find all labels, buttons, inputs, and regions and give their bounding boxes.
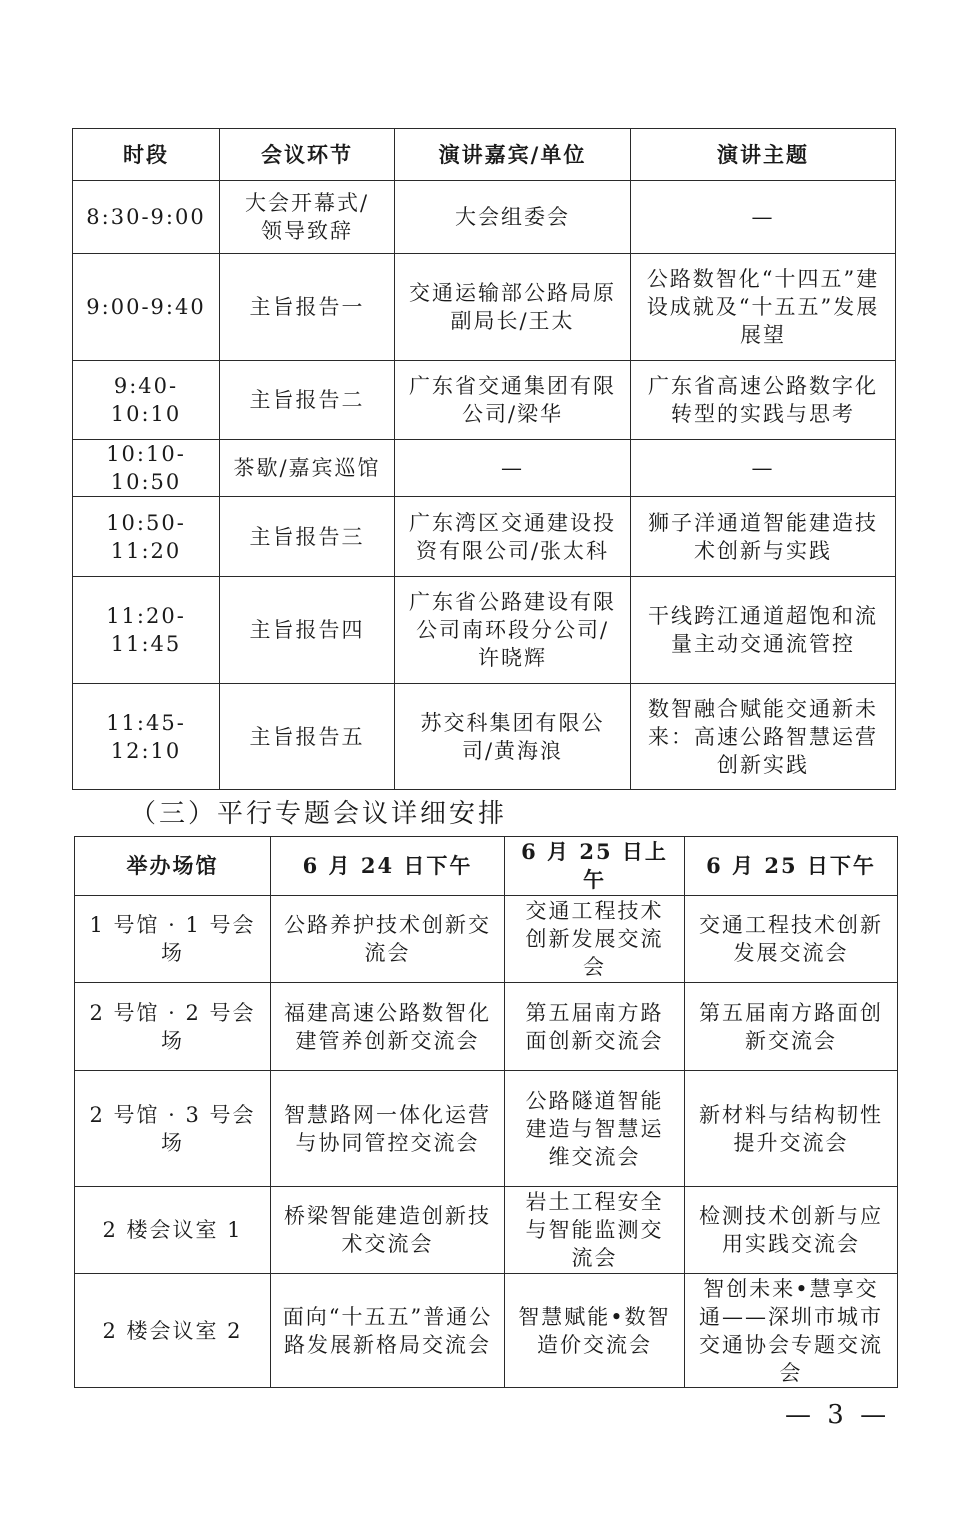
topic-cell: — [631,181,896,254]
table-row [75,983,898,1071]
session-cell: 面向“十五五”普通公路发展新格局交流会 [271,1274,505,1388]
main-schedule-table [72,128,896,790]
session-cell: 茶歇/嘉宾巡馆 [220,440,395,497]
header-day2-afternoon: 6 月 25 日下午 [685,837,898,896]
header-speaker: 演讲嘉宾/单位 [395,129,631,181]
speaker-cell: 广东省交通集团有限公司/梁华 [395,361,631,440]
session-cell: 新材料与结构韧性提升交流会 [685,1071,898,1187]
session-cell: 智慧路网一体化运营与协同管控交流会 [271,1071,505,1187]
time-cell: 10:50-11:20 [73,497,220,577]
time-cell: 11:45-12:10 [73,684,220,790]
speaker-cell: 大会组委会 [395,181,631,254]
page-number: — 3 — [785,1400,891,1430]
table-row [73,440,896,497]
session-cell: 公路养护技术创新交流会 [271,896,505,983]
session-cell: 福建高速公路数智化建管养创新交流会 [271,983,505,1071]
header-time: 时段 [73,129,220,181]
session-cell: 主旨报告四 [220,577,395,684]
venue-cell: 2 号馆 · 2 号会场 [75,983,271,1071]
time-cell: 10:10-10:50 [73,440,220,497]
table-row [75,1071,898,1187]
time-cell: 9:40-10:10 [73,361,220,440]
session-cell: 交通工程技术创新发展交流会 [505,896,685,983]
header-day2-morning: 6 月 25 日上午 [505,837,685,896]
topic-cell: 狮子洋通道智能建造技术创新与实践 [631,497,896,577]
session-cell: 检测技术创新与应用实践交流会 [685,1187,898,1274]
session-cell: 主旨报告一 [220,254,395,361]
table-header-row [73,129,896,181]
session-cell: 主旨报告三 [220,497,395,577]
time-cell: 11:20-11:45 [73,577,220,684]
venue-cell: 2 楼会议室 1 [75,1187,271,1274]
table-row [75,896,898,983]
table-row [73,181,896,254]
venue-cell: 2 楼会议室 2 [75,1274,271,1388]
topic-cell: — [631,440,896,497]
table-row [73,684,896,790]
time-cell: 9:00-9:40 [73,254,220,361]
table-row [73,254,896,361]
speaker-cell: 交通运输部公路局原副局长/王太 [395,254,631,361]
speaker-cell: 广东省公路建设有限公司南环段分公司/许晓辉 [395,577,631,684]
speaker-cell: 广东湾区交通建设投资有限公司/张太科 [395,497,631,577]
topic-cell: 公路数智化“十四五”建设成就及“十五五”发展展望 [631,254,896,361]
session-cell: 主旨报告五 [220,684,395,790]
section-heading: （三）平行专题会议详细安排 [130,799,508,829]
session-cell: 公路隧道智能建造与智慧运维交流会 [505,1071,685,1187]
speaker-cell: — [395,440,631,497]
speaker-cell: 苏交科集团有限公司/黄海浪 [395,684,631,790]
session-cell: 交通工程技术创新发展交流会 [685,896,898,983]
topic-cell: 数智融合赋能交通新未来：高速公路智慧运营创新实践 [631,684,896,790]
header-session: 会议环节 [220,129,395,181]
session-cell: 岩土工程安全与智能监测交流会 [505,1187,685,1274]
table-row [73,361,896,440]
table-row [73,497,896,577]
table-row [75,1187,898,1274]
session-cell: 第五届南方路面创新交流会 [505,983,685,1071]
venue-cell: 1 号馆 · 1 号会场 [75,896,271,983]
topic-cell: 干线跨江通道超饱和流量主动交通流管控 [631,577,896,684]
session-cell: 智创未来•慧享交通——深圳市城市交通协会专题交流会 [685,1274,898,1388]
session-cell: 桥梁智能建造创新技术交流会 [271,1187,505,1274]
time-cell: 8:30-9:00 [73,181,220,254]
table-header-row [75,837,898,896]
table-row [73,577,896,684]
topic-cell: 广东省高速公路数字化转型的实践与思考 [631,361,896,440]
header-topic: 演讲主题 [631,129,896,181]
session-cell: 第五届南方路面创新交流会 [685,983,898,1071]
header-day1-afternoon: 6 月 24 日下午 [271,837,505,896]
parallel-sessions-table [74,836,898,1388]
header-venue: 举办场馆 [75,837,271,896]
session-cell: 智慧赋能•数智造价交流会 [505,1274,685,1388]
session-cell: 主旨报告二 [220,361,395,440]
session-cell: 大会开幕式/领导致辞 [220,181,395,254]
venue-cell: 2 号馆 · 3 号会场 [75,1071,271,1187]
table-row [75,1274,898,1388]
